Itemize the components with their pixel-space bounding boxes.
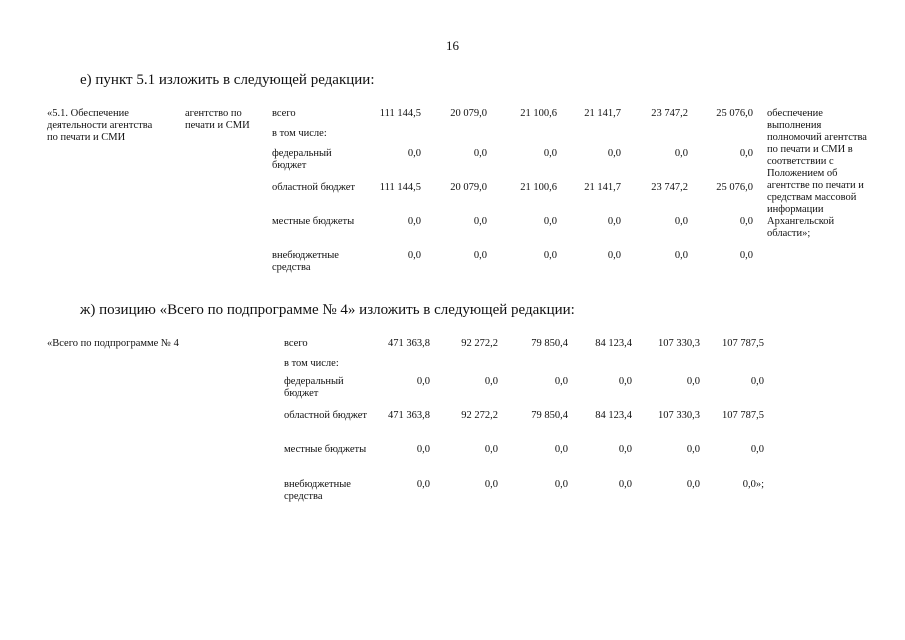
value-cell: 0,0	[484, 444, 498, 455]
value-cell: 21 141,7	[584, 108, 621, 119]
value-cell: 0,0»;	[742, 479, 764, 490]
value-cell: 0,0	[618, 376, 632, 387]
value-cell: 0,0	[416, 376, 430, 387]
value-cell: 25 076,0	[716, 108, 753, 119]
value-cell: 0,0	[674, 250, 688, 261]
value-cell: 107 787,5	[722, 410, 764, 421]
value-cell: 0,0	[473, 148, 487, 159]
value-cell: 0,0	[750, 376, 764, 387]
value-cell: 84 123,4	[595, 410, 632, 421]
value-cell: 111 144,5	[379, 182, 421, 193]
value-cell: 0,0	[607, 148, 621, 159]
page-number: 16	[446, 38, 459, 53]
value-cell: 0,0	[416, 444, 430, 455]
row-label: в том числе:	[284, 358, 339, 369]
value-cell: 0,0	[618, 444, 632, 455]
section-zh-heading: ж) позицию «Всего по подпрограмме № 4» изложить в следующей редакции:	[80, 302, 575, 318]
value-cell: 0,0	[739, 250, 753, 261]
value-cell: 20 079,0	[450, 108, 487, 119]
value-cell: 107 787,5	[722, 338, 764, 349]
row-label: внебюджетные средства	[284, 479, 351, 502]
value-cell: 471 363,8	[388, 338, 430, 349]
value-cell: 0,0	[554, 444, 568, 455]
value-cell: 0,0	[543, 250, 557, 261]
value-cell: 25 076,0	[716, 182, 753, 193]
value-cell: 0,0	[739, 216, 753, 227]
value-cell: 23 747,2	[651, 108, 688, 119]
value-cell: 0,0	[739, 148, 753, 159]
row-label: всего	[284, 338, 308, 349]
value-cell: 0,0	[473, 216, 487, 227]
value-cell: 107 330,3	[658, 410, 700, 421]
section-e-result: обеспечение выполнения полномочий агентства по печати и СМИ в соответствии с Положением об агентстве по печати и средствам массовой информации Архангельской области»;	[767, 108, 867, 239]
value-cell: 0,0	[473, 250, 487, 261]
value-cell: 0,0	[750, 444, 764, 455]
value-cell: 0,0	[674, 148, 688, 159]
row-label: внебюджетные средства	[272, 250, 339, 273]
value-cell: 92 272,2	[461, 338, 498, 349]
row-label: федеральный бюджет	[284, 376, 344, 399]
value-cell: 0,0	[416, 479, 430, 490]
value-cell: 21 141,7	[584, 182, 621, 193]
value-cell: 0,0	[484, 479, 498, 490]
value-cell: 0,0	[686, 376, 700, 387]
value-cell: 0,0	[618, 479, 632, 490]
value-cell: 0,0	[543, 216, 557, 227]
value-cell: 111 144,5	[379, 108, 421, 119]
value-cell: 0,0	[543, 148, 557, 159]
section-zh-item: «Всего по подпрограмме № 4	[47, 338, 179, 349]
value-cell: 0,0	[607, 250, 621, 261]
value-cell: 21 100,6	[520, 182, 557, 193]
value-cell: 79 850,4	[531, 338, 568, 349]
value-cell: 84 123,4	[595, 338, 632, 349]
value-cell: 0,0	[686, 444, 700, 455]
value-cell: 0,0	[407, 216, 421, 227]
value-cell: 79 850,4	[531, 410, 568, 421]
section-e-item: «5.1. Обеспечение деятельности агентства по печати и СМИ	[47, 108, 153, 143]
section-e-heading: е) пункт 5.1 изложить в следующей редакции:	[80, 72, 375, 88]
value-cell: 471 363,8	[388, 410, 430, 421]
value-cell: 0,0	[407, 148, 421, 159]
value-cell: 23 747,2	[651, 182, 688, 193]
value-cell: 0,0	[484, 376, 498, 387]
value-cell: 0,0	[607, 216, 621, 227]
value-cell: 0,0	[554, 376, 568, 387]
row-label: местные бюджеты	[272, 216, 355, 227]
row-label: областной бюджет	[284, 410, 367, 421]
value-cell: 92 272,2	[461, 410, 498, 421]
value-cell: 0,0	[686, 479, 700, 490]
section-e-executor: агентство по печати и СМИ	[185, 108, 250, 131]
row-label: всего	[272, 108, 296, 119]
value-cell: 0,0	[674, 216, 688, 227]
value-cell: 0,0	[407, 250, 421, 261]
value-cell: 21 100,6	[520, 108, 557, 119]
value-cell: 107 330,3	[658, 338, 700, 349]
row-label: в том числе:	[272, 128, 327, 139]
value-cell: 20 079,0	[450, 182, 487, 193]
row-label: местные бюджеты	[284, 444, 367, 455]
row-label: федеральный бюджет	[272, 148, 332, 171]
row-label: областной бюджет	[272, 182, 355, 193]
value-cell: 0,0	[554, 479, 568, 490]
